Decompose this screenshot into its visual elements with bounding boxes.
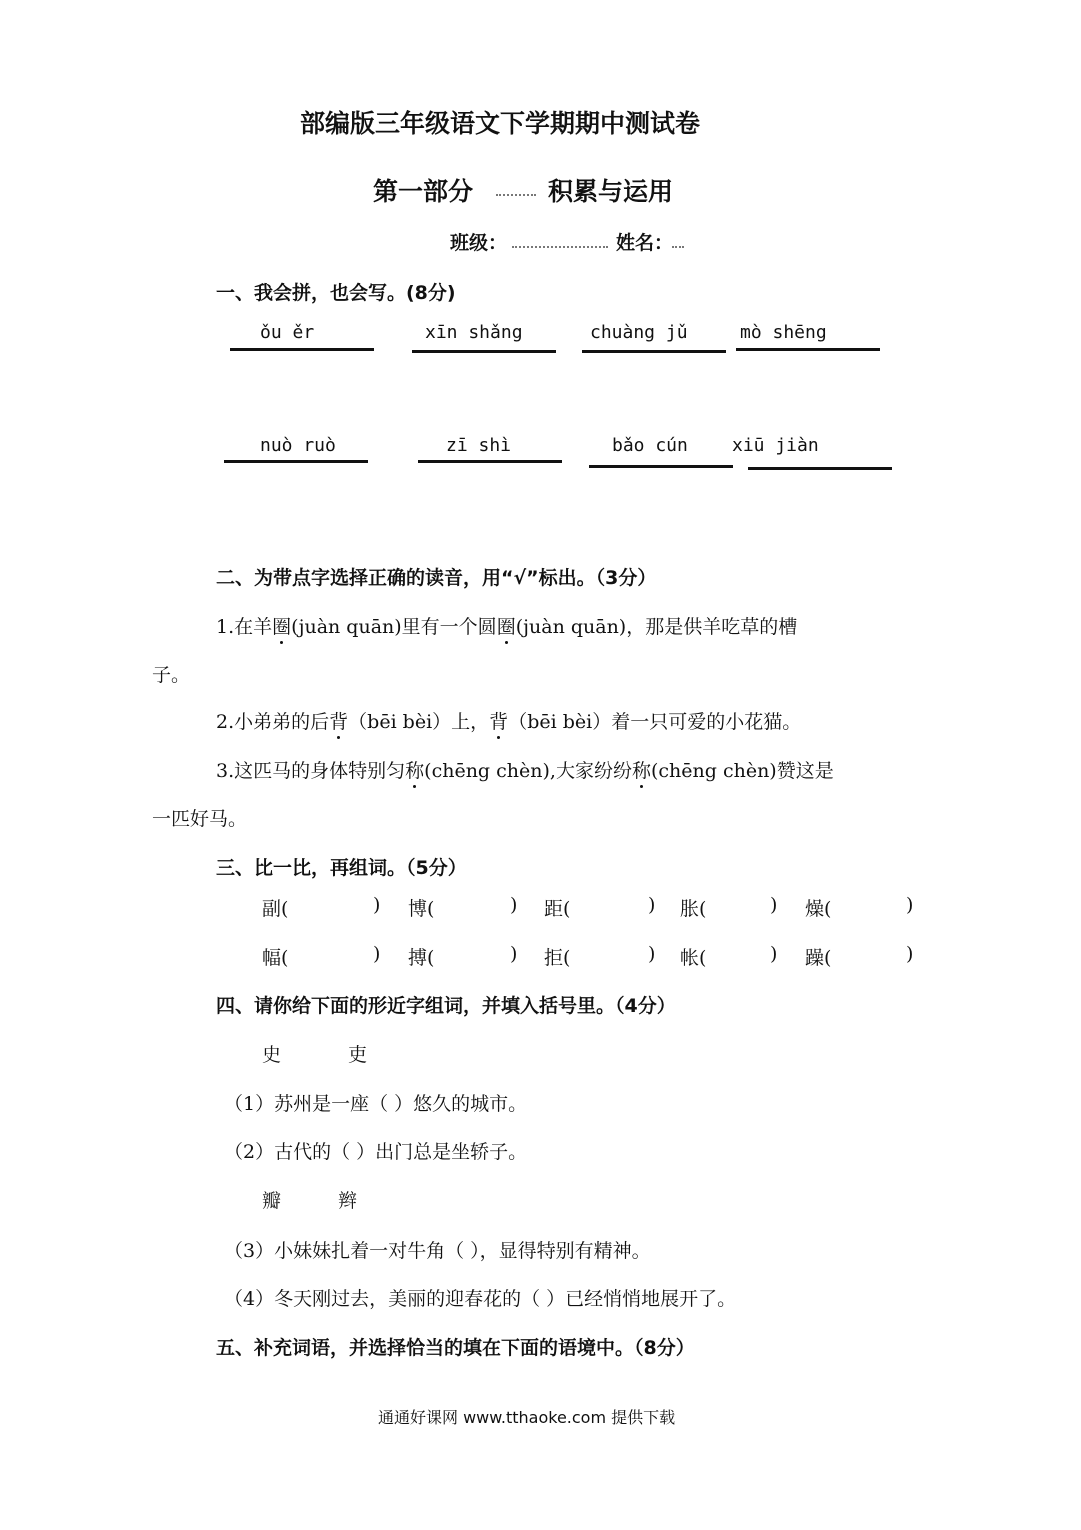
pinyin-8: xiū jiàn: [732, 435, 819, 456]
name-label: 姓名：: [616, 232, 674, 254]
word-pair-1-close: ): [373, 894, 381, 916]
word-pair-5-close: ): [906, 894, 914, 916]
question-2-3-cont: 一匹好马。: [152, 808, 248, 830]
word-pair-10-open: 躁(: [805, 947, 832, 969]
word-pair-2-open: 博(: [408, 898, 435, 920]
answer-line-8[interactable]: [748, 467, 892, 470]
class-label: 班级：: [450, 232, 508, 254]
word-pair-4-close: ): [770, 894, 778, 916]
word-pair-2-close: ): [510, 894, 518, 916]
word-pair-8-close: ): [648, 943, 656, 965]
pinyin-3: chuàng jǔ: [590, 322, 688, 343]
section1-heading: 一、我会拼，也会写。(8分): [216, 282, 456, 304]
question-4-1: （1）苏州是一座（ ）悠久的城市。: [224, 1093, 528, 1115]
page-title: 部编版三年级语文下学期期中测试卷: [300, 109, 701, 138]
word-pair-8-open: 拒(: [544, 947, 571, 969]
question-2-3: 3.这匹马的身体特别匀称(chēng chèn),大家纷纷称(chēng chèn)赞这是: [216, 756, 834, 783]
pinyin-1: ǒu ěr: [260, 322, 315, 343]
part-subtitle: 积累与运用: [548, 177, 674, 206]
answer-line-2[interactable]: [412, 350, 556, 353]
pinyin-4: mò shēng: [740, 322, 827, 343]
answer-line-3[interactable]: [582, 350, 726, 353]
answer-line-7[interactable]: [589, 465, 733, 468]
section4-heading: 四、请你给下面的形近字组词，并填入括号里。（4分）: [216, 995, 676, 1017]
answer-line-6[interactable]: [418, 460, 562, 463]
name-blank[interactable]: [672, 246, 684, 248]
question-2-2: 2.小弟弟的后背（bēi bèi）上，背（bēi bèi）着一只可爱的小花猫。: [216, 707, 801, 734]
word-pair-1-open: 副(: [262, 898, 289, 920]
question-4-4: （4）冬天刚过去，美丽的迎春花的（ ）已经悄悄地展开了。: [224, 1288, 737, 1310]
word-pair-4-open: 胀(: [680, 898, 707, 920]
pinyin-7: bǎo cún: [612, 435, 688, 456]
word-pair-6-open: 幅(: [262, 947, 289, 969]
char-pair-1a: 史: [262, 1044, 282, 1066]
question-4-3: （3）小妹妹扎着一对牛角（ ），显得特别有精神。: [224, 1240, 651, 1262]
question-2-1: 1.在羊圈(juàn quān)里有一个圆圈(juàn quān)，那是供羊吃草的槽: [216, 612, 797, 639]
section3-heading: 三、比一比，再组词。（5分）: [216, 857, 467, 879]
part-title: 第一部分: [373, 177, 474, 206]
pinyin-6: zī shì: [446, 435, 512, 456]
answer-line-1[interactable]: [230, 348, 374, 351]
char-pair-2a: 瓣: [262, 1190, 282, 1212]
word-pair-9-close: ): [770, 943, 778, 965]
part-dots: [496, 194, 536, 196]
word-pair-6-close: ): [373, 943, 381, 965]
section5-heading: 五、补充词语，并选择恰当的填在下面的语境中。（8分）: [216, 1337, 695, 1359]
question-2-1-cont: 子。: [152, 664, 191, 686]
word-pair-5-open: 燥(: [805, 898, 832, 920]
word-pair-7-close: ): [510, 943, 518, 965]
question-4-2: （2）古代的（ ）出门总是坐轿子。: [224, 1141, 528, 1163]
footer-text: 通通好课网 www.tthaoke.com 提供下载: [378, 1408, 676, 1427]
word-pair-7-open: 搏(: [408, 947, 435, 969]
word-pair-10-close: ): [906, 943, 914, 965]
answer-line-4[interactable]: [736, 348, 880, 351]
word-pair-9-open: 帐(: [680, 947, 707, 969]
section2-heading: 二、为带点字选择正确的读音，用“√”标出。（3分）: [216, 567, 657, 589]
class-blank[interactable]: [512, 246, 608, 248]
char-pair-1b: 吏: [348, 1044, 368, 1066]
char-pair-2b: 辫: [338, 1190, 358, 1212]
word-pair-3-close: ): [648, 894, 656, 916]
pinyin-2: xīn shǎng: [425, 322, 523, 343]
word-pair-3-open: 距(: [544, 898, 571, 920]
answer-line-5[interactable]: [224, 460, 368, 463]
pinyin-5: nuò ruò: [260, 435, 336, 456]
